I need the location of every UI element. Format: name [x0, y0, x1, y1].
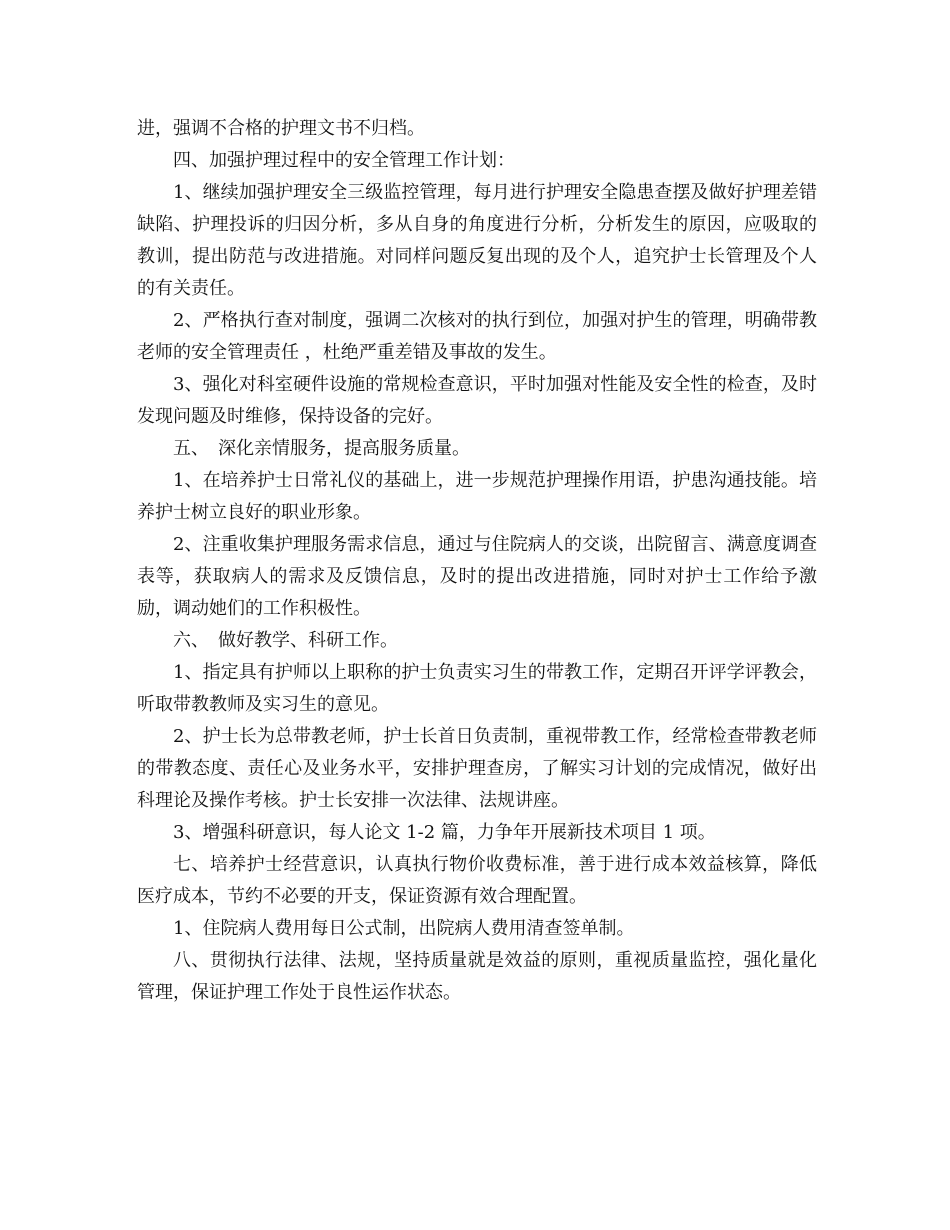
paragraph: 2、护士长为总带教老师，护士长首日负责制，重视带教工作，经常检查带教老师的带教态度、责任心及业务水平，安排护理查房，了解实习计划的完成情况，做好出科理论及操作考核。护士长安排一次法律、法规讲座。 [137, 726, 817, 811]
section-heading-five: 五、 深化亲情服务，提高服务质量。 [173, 438, 470, 459]
section-heading-seven: 七、培养护士经营意识，认真执行物价收费标准，善于进行成本效益核算，降低医疗成本，节约不必要的开支，保证资源有效合理配置。 [137, 854, 817, 907]
paragraph: 1、继续加强护理安全三级监控管理，每月进行护理安全隐患查摆及做好护理差错缺陷、护理投诉的归因分析，多从自身的角度进行分析，分析发生的原因，应吸取的教训，提出防范与改进措施。对同样问题反复出现的及个人，追究护士长管理及个人的有关责任。 [137, 182, 817, 299]
section-heading-six: 六、 做好教学、科研工作。 [173, 630, 398, 651]
paragraph: 1、指定具有护师以上职称的护士负责实习生的带教工作，定期召开评学评教会，听取带教教师及实习生的意见。 [137, 662, 817, 715]
document-body [137, 113, 817, 1009]
paragraph: 1、在培养护士日常礼仪的基础上，进一步规范护理操作用语，护患沟通技能。培养护士树立良好的职业形象。 [137, 470, 817, 523]
paragraph: 2、注重收集护理服务需求信息，通过与住院病人的交谈，出院留言、满意度调查表等，获取病人的需求及反馈信息，及时的提出改进措施，同时对护士工作给予激励，调动她们的工作积极性。 [137, 534, 817, 619]
section-heading-eight: 八、贯彻执行法律、法规，坚持质量就是效益的原则，重视质量监控，强化量化管理，保证护理工作处于良性运作状态。 [137, 950, 817, 1003]
section-heading-four: 四、加强护理过程中的安全管理工作计划： [173, 150, 515, 171]
paragraph: 2、严格执行查对制度，强调二次核对的执行到位，加强对护生的管理，明确带教老师的安全管理责任 ，杜绝严重差错及事故的发生。 [137, 310, 817, 363]
paragraph: 3、增强科研意识，每人论文 1-2 篇，力争年开展新技术项目 1 项。 [173, 822, 716, 843]
paragraph: 3、强化对科室硬件设施的常规检查意识，平时加强对性能及安全性的检查，及时发现问题及时维修，保持设备的完好。 [137, 374, 817, 427]
paragraph: 1、住院病人费用每日公式制，出院病人费用清查签单制。 [173, 918, 635, 939]
paragraph-continuation: 进，强调不合格的护理文书不归档。 [137, 118, 425, 139]
